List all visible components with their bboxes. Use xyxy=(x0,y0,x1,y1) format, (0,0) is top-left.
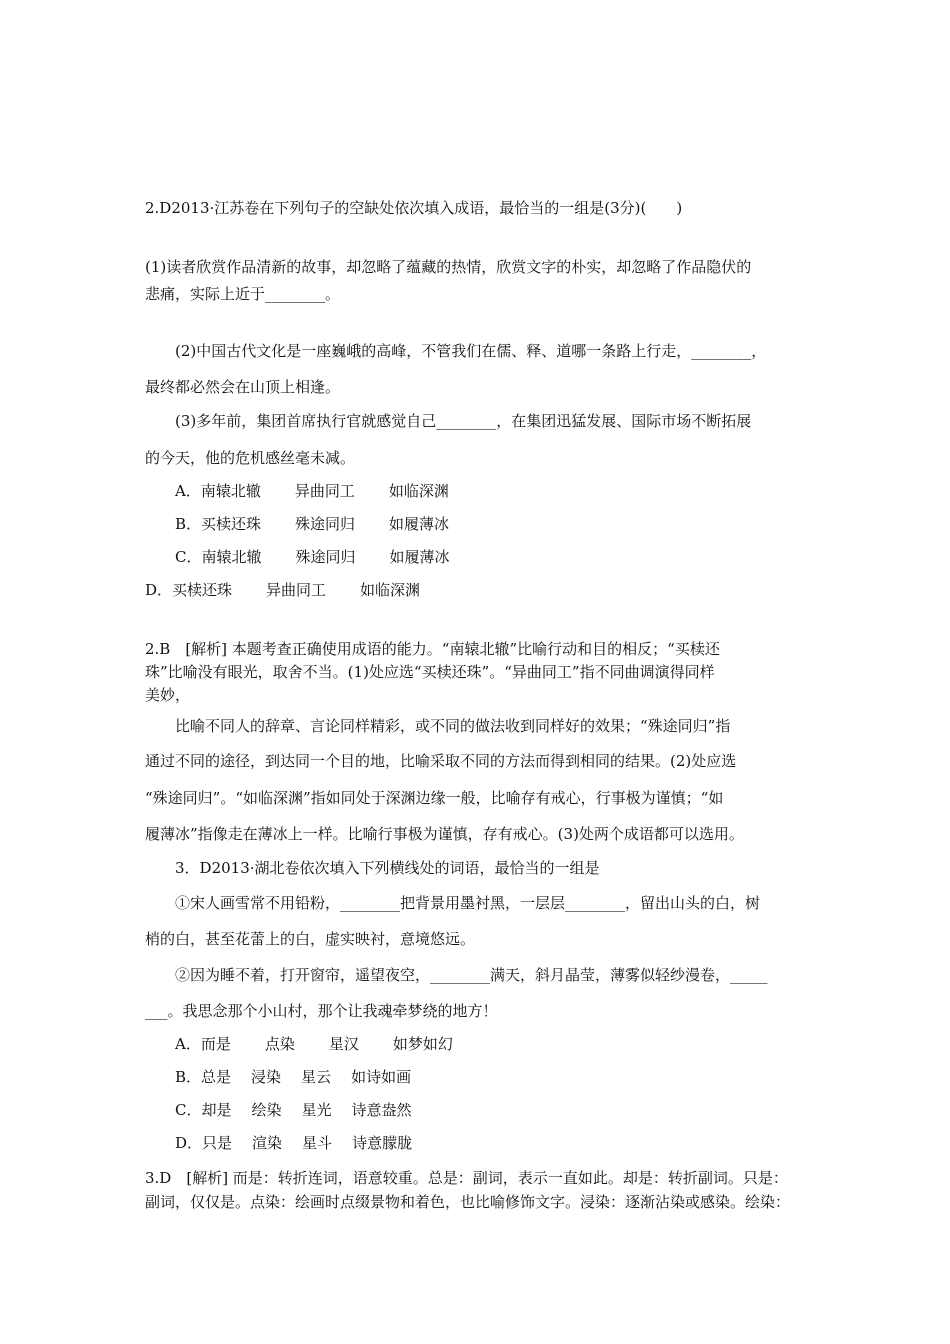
a2-line1: 2.B [解析] 本题考查正确使用成语的能力。“南辕北辙”比喻行动和目的相反；“买椟还 xyxy=(145,640,720,658)
q3-option-b xyxy=(175,1067,411,1087)
q3-option-b-word2: 浸染 xyxy=(251,1068,282,1086)
a2-line4: 比喻不同人的辞章、言论同样精彩，或不同的做法收到同样好的效果；“殊途同归”指 xyxy=(175,717,731,735)
a2-line5: 通过不同的途径，到达同一个目的地，比喻采取不同的方法而得到相同的结果。(2)处应选 xyxy=(145,752,737,770)
q3-option-c-word3: 星光 xyxy=(301,1101,332,1119)
q3-title: 3．D2013·湖北卷依次填入下列横线处的词语，最恰当的一组是 xyxy=(175,859,600,877)
q3-option-c-word2: 绘染 xyxy=(251,1101,282,1119)
q3-option-d-label: D．只是 xyxy=(175,1134,233,1152)
q2-option-a-idiom2: 异曲同工 xyxy=(294,482,355,500)
q3-sentence1-line2: 梢的白，甚至花蕾上的白，虚实映衬，意境悠远。 xyxy=(145,930,476,948)
q3-option-d-word3: 星斗 xyxy=(302,1134,333,1152)
q3-sentence1-line1: ①宋人画雪常不用铅粉，________把背景用墨衬黑，一层层________，留出山头的白，树 xyxy=(175,894,761,912)
q2-option-c-idiom2: 殊途同归 xyxy=(295,548,356,566)
q3-sentence2-line2: ___。我思念那个小山村，那个让我魂牵梦绕的地方！ xyxy=(145,1002,498,1020)
q2-option-b-idiom3: 如履薄冰 xyxy=(389,515,450,533)
q2-option-d xyxy=(145,580,420,600)
a3-line2: 副词，仅仅是。点染：绘画时点缀景物和着色，也比喻修饰文字。浸染：逐渐沾染或感染。绘染： xyxy=(145,1193,791,1211)
q3-option-d-word2: 渲染 xyxy=(252,1134,283,1152)
q3-option-b-label: B．总是 xyxy=(175,1068,232,1086)
q3-option-b-word4: 如诗如画 xyxy=(351,1068,412,1086)
q3-option-a-word3: 星汉 xyxy=(328,1035,359,1053)
q2-sentence3-line2: 的今天，他的危机感丝毫未减。 xyxy=(145,449,356,467)
q2-option-d-idiom3: 如临深渊 xyxy=(360,581,421,599)
q3-option-d xyxy=(175,1133,412,1153)
a2-line2: 珠”比喻没有眼光，取舍不当。(1)处应选“买椟还珠”。“异曲同工”指不同曲调演得同样 xyxy=(145,663,715,681)
q3-option-a-label: A．而是 xyxy=(175,1035,231,1053)
q2-option-c xyxy=(175,547,450,567)
q2-option-b-label: B．买椟还珠 xyxy=(175,515,262,533)
q3-sentence2-line1: ②因为睡不着，打开窗帘，遥望夜空，________满天，斜月晶莹，薄雾似轻纱漫卷，_____ xyxy=(175,966,768,984)
q2-sentence3-line1: (3)多年前，集团首席执行官就感觉自己________，在集团迅猛发展、国际市场不断拓展 xyxy=(175,412,752,430)
q2-sentence2-line1: (2)中国古代文化是一座巍峨的高峰，不管我们在儒、释、道哪一条路上行走，________， xyxy=(175,342,767,360)
q3-option-d-word4: 诗意朦胧 xyxy=(352,1134,413,1152)
a2-line7: 履薄冰”指像走在薄冰上一样。比喻行事极为谨慎，存有戒心。(3)处两个成语都可以选用。 xyxy=(145,825,744,843)
q2-sentence1-line1: (1)读者欣赏作品清新的故事，却忽略了蕴藏的热情，欣赏文字的朴实，却忽略了作品隐伏的 xyxy=(145,258,752,276)
a2-line6: “殊途同归”。“如临深渊”指如同处于深渊边缘一般，比喻存有戒心，行事极为谨慎；“如 xyxy=(145,789,724,807)
q2-sentence1-line2: 悲痛，实际上近于________。 xyxy=(145,285,341,303)
q2-option-b xyxy=(175,514,449,534)
q2-option-c-label: C．南辕北辙 xyxy=(175,548,262,566)
a2-line3: 美妙， xyxy=(145,686,191,704)
q3-option-c xyxy=(175,1100,412,1120)
q3-option-c-label: C．却是 xyxy=(175,1101,232,1119)
q3-option-a xyxy=(175,1034,453,1054)
q2-option-d-label: D．买椟还珠 xyxy=(145,581,233,599)
q2-option-a-label: A．南辕北辙 xyxy=(175,482,261,500)
a3-line1: 3.D [解析] 而是：转折连词，语意较重。总是：副词，表示一直如此。却是：转折副词。只是： xyxy=(145,1169,788,1187)
q3-option-a-word4: 如梦如幻 xyxy=(392,1035,453,1053)
q2-option-b-idiom2: 殊途同归 xyxy=(295,515,356,533)
q2-option-d-idiom2: 异曲同工 xyxy=(266,581,327,599)
q2-option-a-idiom3: 如临深渊 xyxy=(388,482,449,500)
q2-option-c-idiom3: 如履薄冰 xyxy=(389,548,450,566)
q3-option-a-word2: 点染 xyxy=(264,1035,295,1053)
q3-option-c-word4: 诗意盎然 xyxy=(351,1101,412,1119)
q2-option-a xyxy=(175,481,449,501)
q3-option-b-word3: 星云 xyxy=(301,1068,332,1086)
q2-title: 2.D2013·江苏卷在下列句子的空缺处依次填入成语，最恰当的一组是(3分)( ) xyxy=(145,199,683,217)
q2-sentence2-line2: 最终都必然会在山顶上相逢。 xyxy=(145,378,341,396)
